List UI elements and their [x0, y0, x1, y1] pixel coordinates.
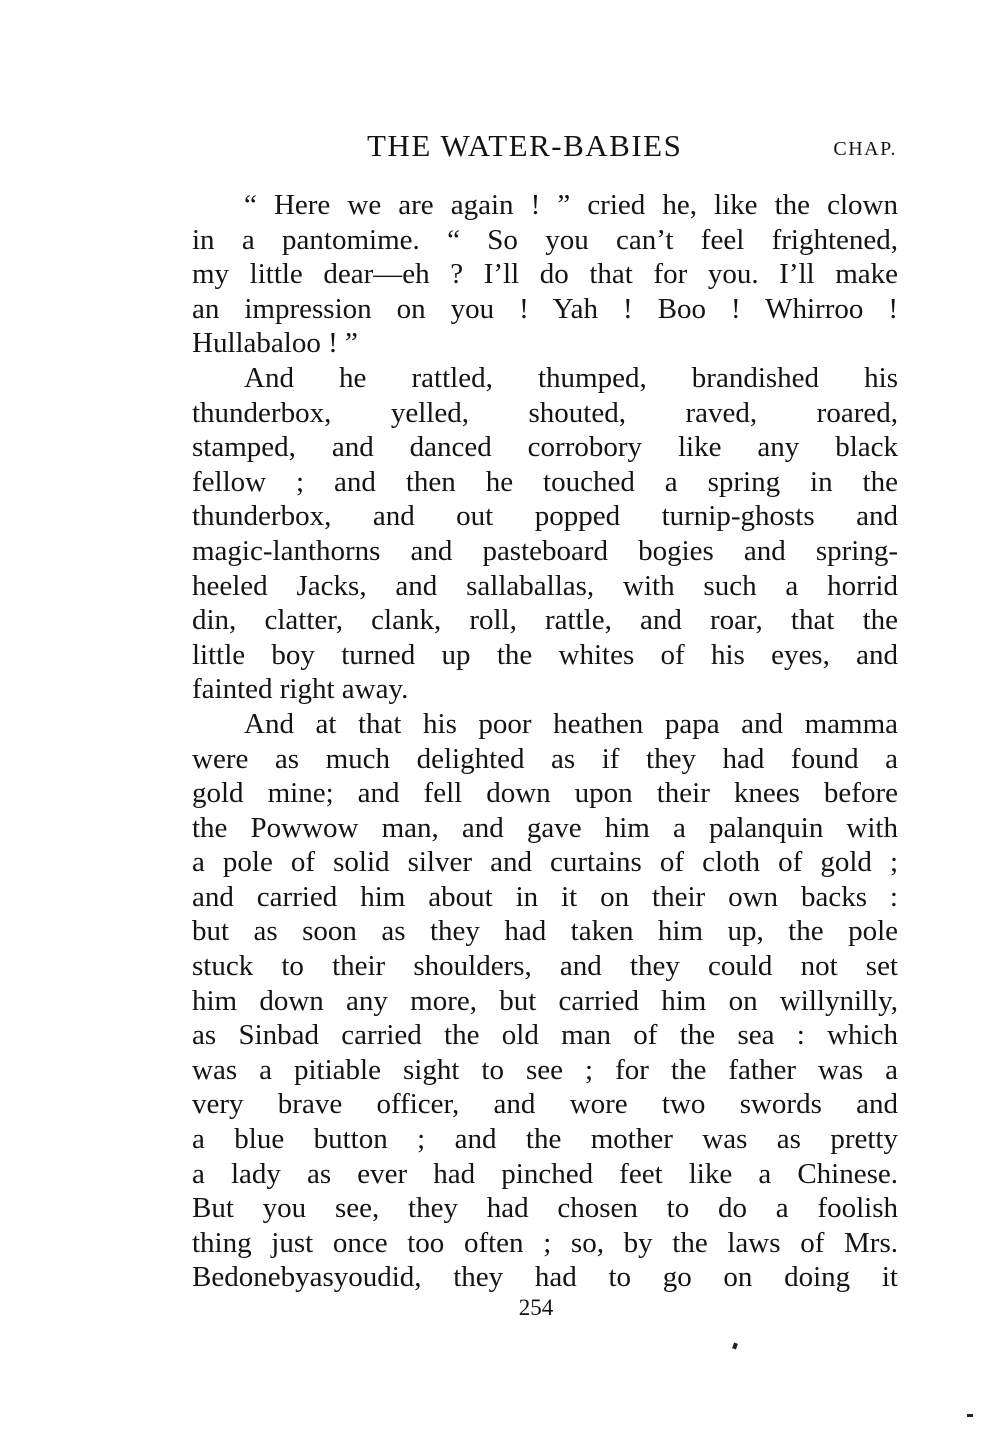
- running-title: THE WATER-BABIES: [367, 128, 683, 163]
- text-line: thing just once too often ; so, by the laws of Mrs.: [192, 1226, 898, 1259]
- running-head: [195, 128, 897, 168]
- text-line: thunderbox, and out popped turnip-ghosts and: [192, 500, 898, 533]
- text-line: stuck to their shoulders, and they could not set: [192, 950, 898, 983]
- text-line: din, clatter, clank, roll, rattle, and roar, that the: [192, 604, 898, 637]
- text-line: Bedonebyasyoudid, they had to go on doing it: [192, 1261, 898, 1294]
- text-line: stamped, and danced corrobory like any black: [192, 431, 898, 464]
- text-line: little boy turned up the whites of his eyes, and: [192, 638, 898, 671]
- text-line: very brave officer, and wore two swords and: [192, 1088, 898, 1121]
- text-line: as Sinbad carried the old man of the sea : which: [192, 1019, 898, 1052]
- text-line: “ Here we are again ! ” cried he, like the clown: [244, 189, 898, 221]
- text-line: magic-lanthorns and pasteboard bogies and spring-: [192, 534, 898, 567]
- text-line: in a pantomime. “ So you can’t feel frightened,: [192, 223, 898, 256]
- page-number: 254: [518, 1295, 554, 1320]
- text-line: thunderbox, yelled, shouted, raved, roared,: [192, 396, 898, 429]
- text-line: But you see, they had chosen to do a foolish: [192, 1192, 898, 1225]
- text-line: but as soon as they had taken him up, the pole: [192, 915, 898, 948]
- text-line: fainted right away.: [192, 673, 409, 706]
- ink-speck: [967, 1414, 973, 1417]
- text-line: an impression on you ! Yah ! Boo ! Whirroo !: [192, 292, 898, 325]
- text-line: was a pitiable sight to see ; for the father was a: [192, 1053, 898, 1086]
- text-line: the Powwow man, and gave him a palanquin with: [192, 811, 898, 844]
- text-line: a blue button ; and the mother was as pretty: [192, 1123, 898, 1156]
- body-text: [192, 188, 898, 1295]
- text-line: a pole of solid silver and curtains of cloth of gold ;: [192, 846, 898, 879]
- text-line: And he rattled, thumped, brandished his: [244, 361, 898, 394]
- text-line: fellow ; and then he touched a spring in the: [192, 465, 898, 498]
- text-line: And at that his poor heathen papa and mamma: [244, 707, 898, 740]
- text-line: and carried him about in it on their own backs :: [192, 880, 898, 913]
- ink-speck: [732, 1342, 738, 1349]
- text-line: heeled Jacks, and sallaballas, with such a horrid: [192, 569, 898, 602]
- text-line: were as much delighted as if they had found a: [192, 742, 898, 775]
- text-line: a lady as ever had pinched feet like a Chinese.: [192, 1157, 898, 1190]
- text-line: gold mine; and fell down upon their knees before: [192, 777, 898, 810]
- text-line: Hullabaloo ! ”: [192, 327, 358, 360]
- text-line: him down any more, but carried him on willynilly,: [192, 984, 898, 1017]
- text-line: my little dear—eh ? I’ll do that for you. I’ll make: [192, 258, 898, 291]
- chapter-marker: CHAP.: [833, 138, 897, 160]
